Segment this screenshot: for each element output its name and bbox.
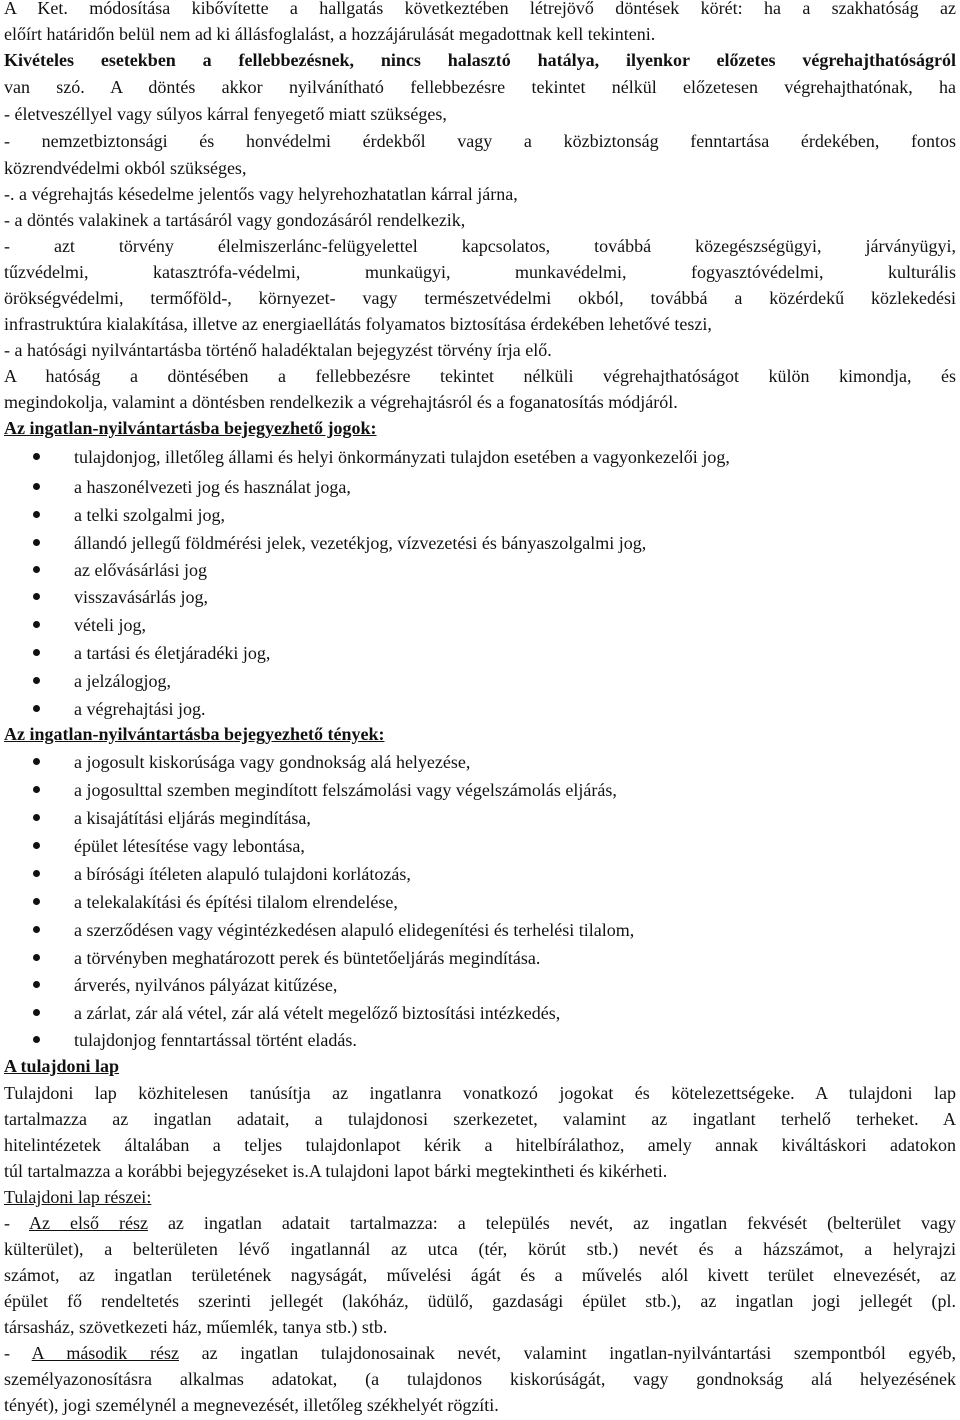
bullet-icon (33, 539, 40, 546)
intro-line: A Ket. módosítása kibővítette a hallgatás következtében létrejövő döntések körét: ha a szakhatóság az (4, 0, 956, 18)
bullet-icon (33, 677, 40, 684)
text-line: túl tartalmazza a korábbi bejegyzéseket is.A tulajdoni lapot bárki megtekintheti és kikérheti. (4, 1161, 668, 1181)
text-line: - életveszéllyel vagy súlyos kárral fenyegető miatt szükséges, (4, 104, 447, 124)
text-line: - a hatósági nyilvántartásba történő haladéktalan bejegyzést törvény írja elő. (4, 340, 552, 360)
bullet-icon (33, 870, 40, 877)
text-line: infrastruktúra kialakítása, illetve az energiaellátás folyamatos biztosítása érdekében lehetővé teszi, (4, 314, 712, 334)
text-line: személyazonosításra alkalmas adatokat, (a tulajdonos kiskorúságát, vagy gondnokság alá helyezésének (4, 1369, 956, 1389)
text-line: külterület), a belterületen lévő ingatlannál az utca (tér, körút stb.) nevét és a házszámot, a helyrajzi (4, 1239, 956, 1259)
text-line: tényét), jogi személynél a megnevezését, illetőleg székhelyét rögzíti. (4, 1395, 499, 1415)
text-line: - azt törvény élelmiszerlánc-felügyelettel kapcsolatos, továbbá közegészségügyi, járványügyi, (4, 236, 956, 256)
bullet-icon (33, 483, 40, 490)
text-line: épület fő rendeltetés szerinti jellegét (lakóház, üdülő, gazdasági épület stb.), az ingatlan jogi jellegét (pl. (4, 1291, 956, 1311)
text-line: társasház, szövetkezeti ház, műemlék, tanya stb.) stb. (4, 1317, 388, 1337)
bullet-icon (33, 981, 40, 988)
bullet-icon (33, 1036, 40, 1043)
part-first-line: - Az első rész az ingatlan adatait tartalmazza: a település nevét, az ingatlan fekvését (belterület vagy (4, 1213, 957, 1233)
text-line: megindokolja, valamint a döntésben rendelkezik a végrehajtásról és a foganatosítás módjáról. (4, 392, 678, 412)
bullet-icon (33, 453, 40, 460)
text-line: van szó. A döntés akkor nyilvánítható fellebbezésre tekintet nélkül előzetesen végrehajthatónak, ha (4, 77, 956, 97)
text-line: tűzvédelmi, katasztrófa-védelmi, munkaügyi, munkavédelmi, fogyasztóvédelmi, kulturális (4, 262, 956, 282)
text-line: közrendvédelmi okból szükséges, (4, 158, 247, 178)
text-line: tartalmazza az ingatlan adatait, a tulajdonosi szerkezetet, valamint az ingatlant terhelő terheket. A (4, 1109, 956, 1129)
bullet-icon (33, 842, 40, 849)
bullet-icon (33, 758, 40, 765)
text-line: számot, az ingatlan területének nagyságát, művelési ágát és a művelés alól kivett terület elnevezését, az (4, 1265, 956, 1285)
parts-heading: Tulajdoni lap részei: (4, 1187, 152, 1207)
bullet-icon (33, 593, 40, 600)
facts-heading: Az ingatlan-nyilvántartásba bejegyezhető tények: (4, 724, 385, 744)
part-label: Az első rész (29, 1213, 148, 1233)
text-line: A hatóság a döntésében a fellebbezésre tekintet nélküli végrehajthatóságot külön kimondja, és (4, 366, 956, 386)
bullet-icon (33, 926, 40, 933)
text-line: - a döntés valakinek a tartásáról vagy gondozásáról rendelkezik, (4, 210, 466, 230)
bullet-icon (33, 786, 40, 793)
rights-heading: Az ingatlan-nyilvántartásba bejegyezhető jogok: (4, 418, 377, 438)
bullet-icon (33, 649, 40, 656)
part-first-line: - A második rész az ingatlan tulajdonosainak nevét, valamint ingatlan-nyilvántartási szempontból egyéb, (4, 1343, 956, 1363)
bullet-icon (33, 566, 40, 573)
bold-statement: Kivételes esetekben a fellebbezésnek, nincs halasztó hatálya, ilyenkor előzetes végrehajthatóságról (4, 50, 956, 70)
bullet-icon (33, 898, 40, 905)
title-deed-heading: A tulajdoni lap (4, 1056, 120, 1076)
text-line: -. a végrehajtás késedelme jelentős vagy helyrehozhatatlan kárral járna, (4, 184, 518, 204)
bullet-icon (33, 1009, 40, 1016)
text-line: örökségvédelmi, termőföld-, környezet- vagy természetvédelmi okból, továbbá a közérdekű közlekedési (4, 288, 956, 308)
bullet-icon (33, 705, 40, 712)
text-line: hitelintézetek általában a teljes tulajdonlapot kérik a hitelbírálathoz, amely annak kiváltáskori adatokon (4, 1135, 956, 1155)
bullet-icon (33, 954, 40, 961)
part-label: A második rész (31, 1343, 179, 1363)
bullet-icon (33, 814, 40, 821)
text-line: Tulajdoni lap közhitelesen tanúsítja az ingatlanra vonatkozó jogokat és kötelezettségeke. A tulajdoni lap (4, 1083, 956, 1103)
bullet-icon (33, 621, 40, 628)
bullet-icon (33, 511, 40, 518)
text-line: - nemzetbiztonsági és honvédelmi érdekből vagy a közbiztonság fenntartása érdekében, fontos (4, 131, 956, 151)
intro-line: előírt határidőn belül nem ad ki állásfoglalást, a hozzájárulását megadottnak kell tekinteni. (4, 24, 656, 44)
